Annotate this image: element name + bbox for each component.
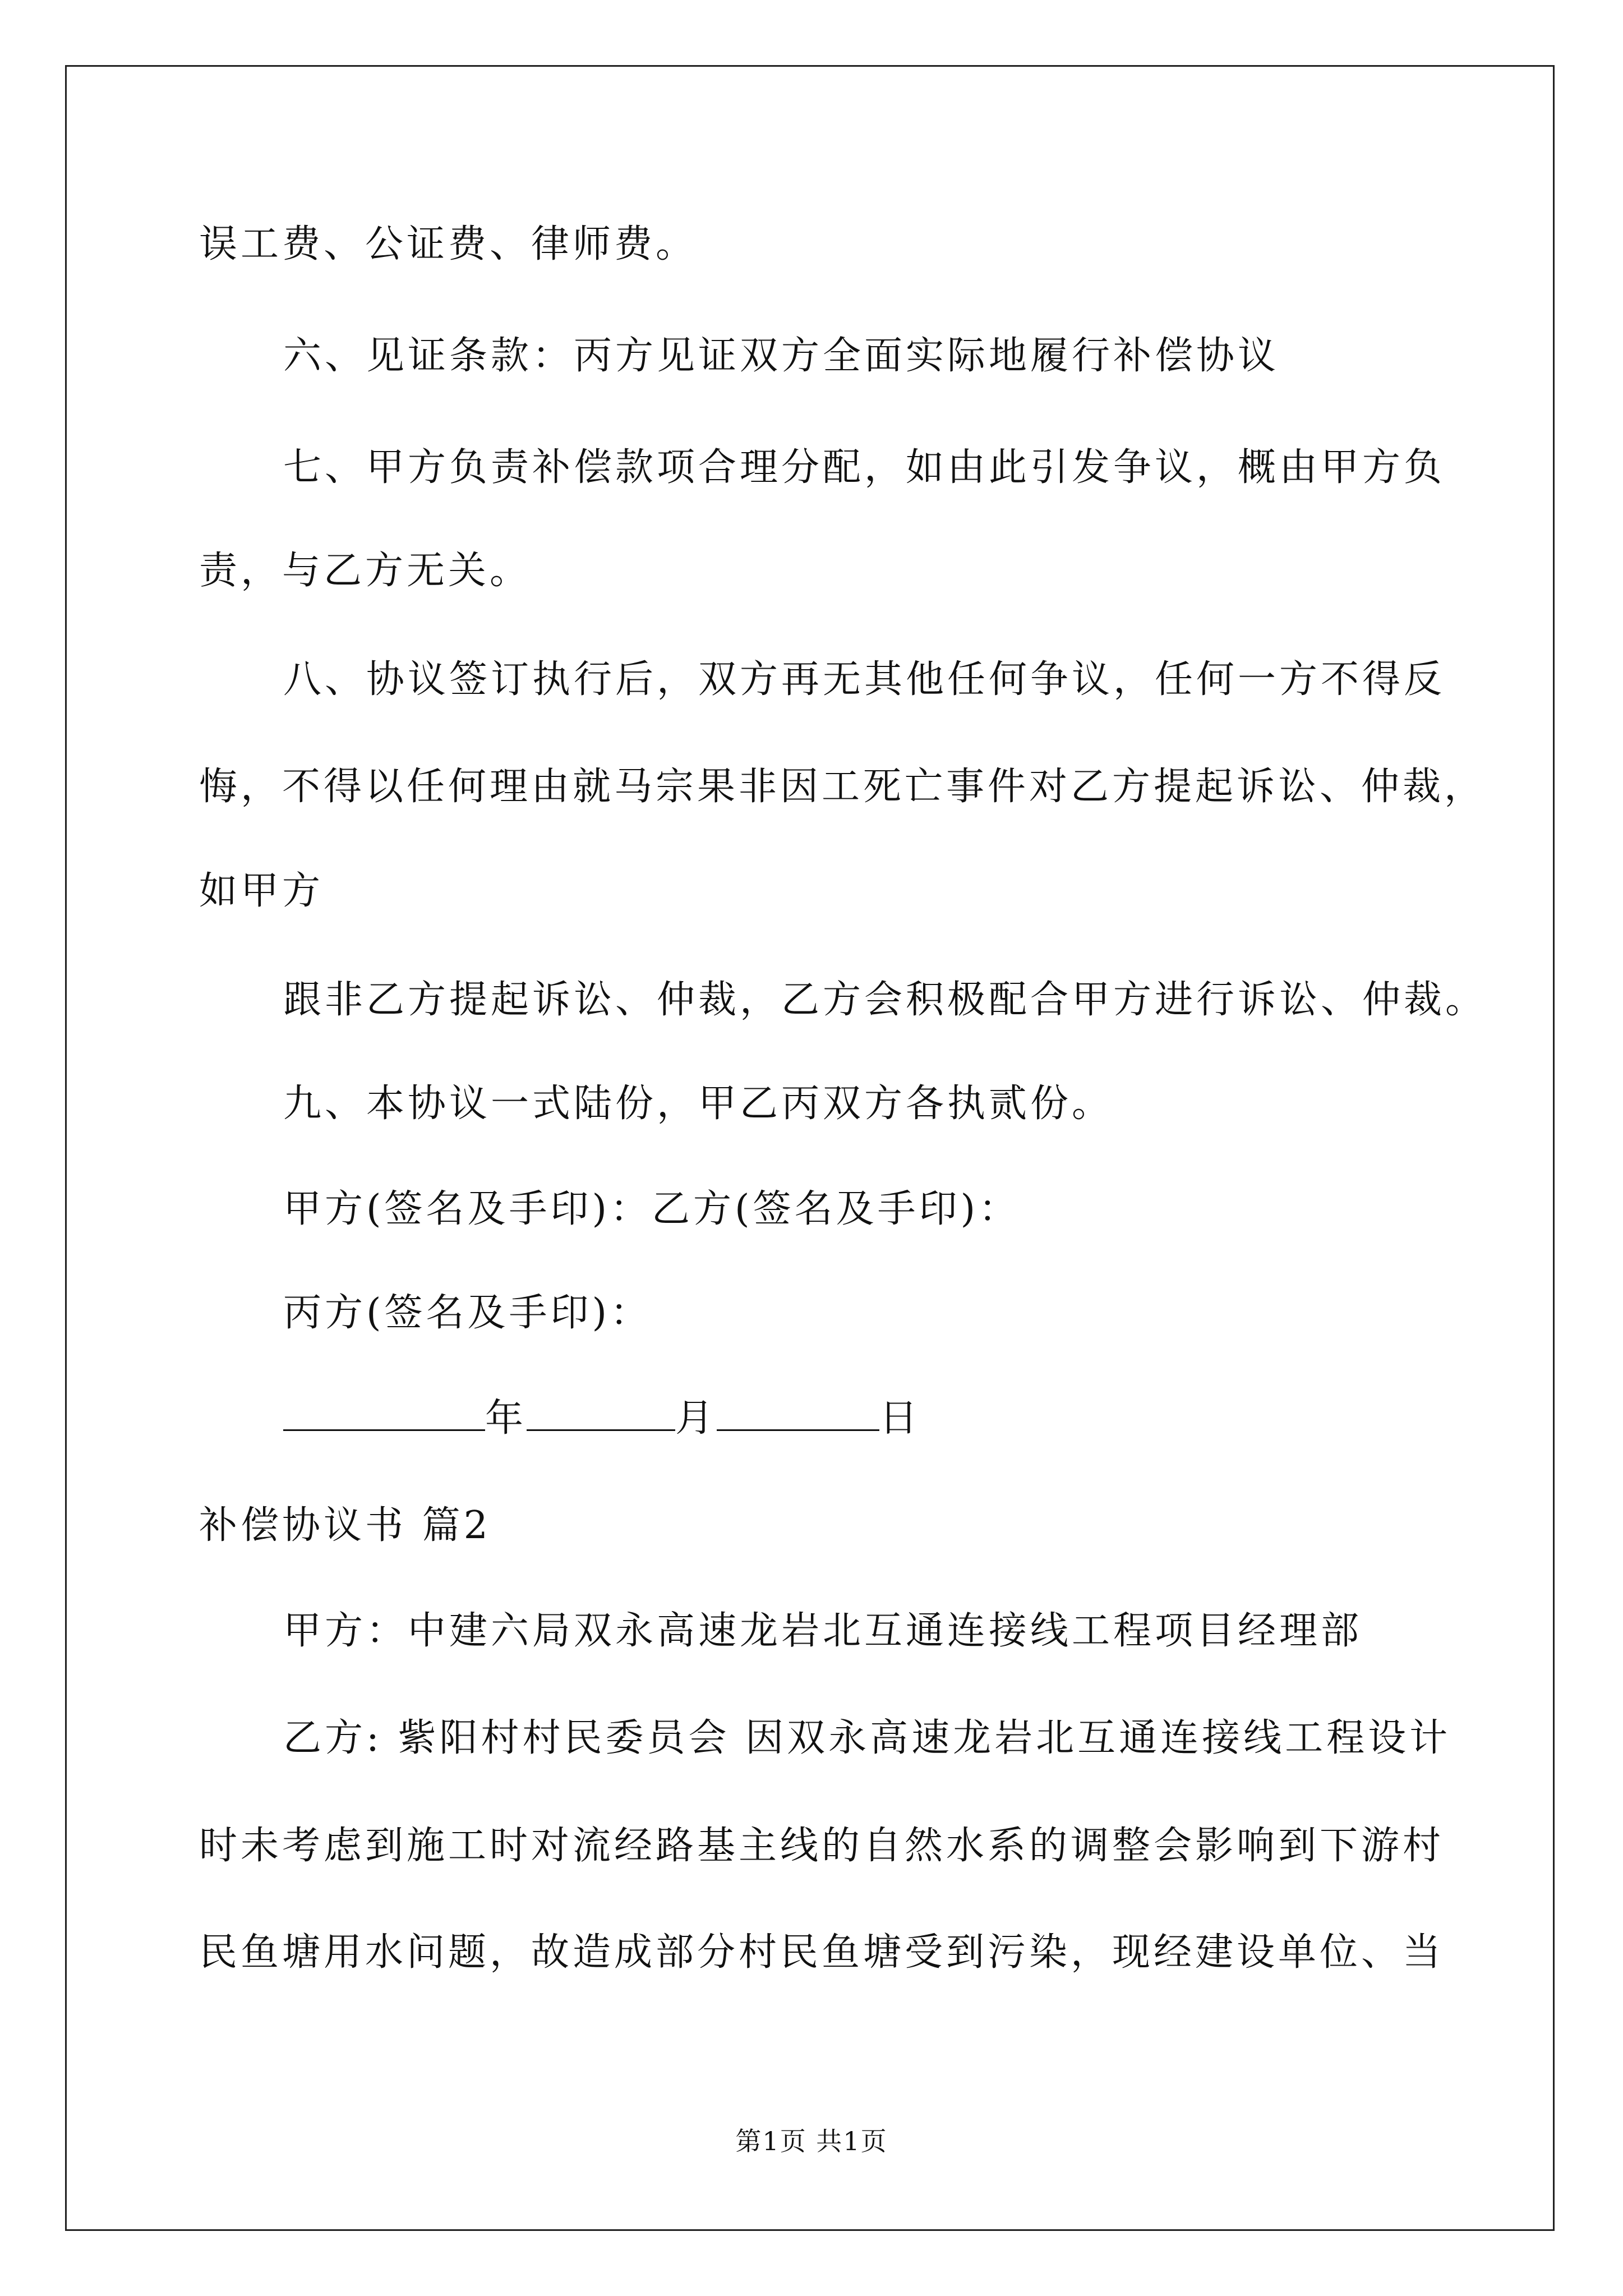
- date-line: [283, 1390, 921, 1446]
- text-line: 丙方(签名及手印)：: [283, 1291, 652, 1335]
- text-line: 八、协议签订执行后，双方再无其他任何争议，任何一方不得反: [283, 657, 1446, 702]
- text-line: 甲方：中建六局双永高速龙岩北互通连接线工程项目经理部: [283, 1609, 1363, 1653]
- text-line: 民鱼塘用水问题，故造成部分村民鱼塘受到污染，现经建设单位、当: [199, 1930, 1445, 1975]
- page-footer: 第1页 共1页: [735, 2126, 888, 2156]
- month-label: 月: [675, 1396, 717, 1441]
- text-line: 跟非乙方提起诉讼、仲裁，乙方会积极配合甲方进行诉讼、仲裁。: [283, 978, 1487, 1022]
- year-label: 年: [485, 1396, 527, 1441]
- text-line: 时未考虑到施工时对流经路基主线的自然水系的调整会影响到下游村: [199, 1824, 1445, 1868]
- day-label: 日: [879, 1396, 921, 1441]
- page-border: [65, 65, 1555, 2231]
- day-blank: [717, 1390, 879, 1431]
- year-blank: [283, 1390, 485, 1431]
- text-line: 九、本协议一式陆份，甲乙丙双方各执贰份。: [283, 1082, 1114, 1126]
- section-title: 补偿协议书 篇2: [199, 1503, 491, 1548]
- text-line: 如甲方: [199, 869, 324, 913]
- month-blank: [527, 1390, 675, 1431]
- text-line: 七、甲方负责补偿款项合理分配，如由此引发争议，概由甲方负: [283, 445, 1446, 490]
- text-line: 误工费、公证费、律师费。: [199, 222, 698, 266]
- text-line: 乙方: 紫阳村村民委员会 因双永高速龙岩北互通连接线工程设计: [283, 1716, 1451, 1760]
- text-line: 悔，不得以任何理由就马宗果非因工死亡事件对乙方提起诉讼、仲裁，: [199, 765, 1486, 809]
- text-line: 六、见证条款：丙方见证双方全面实际地履行补偿协议: [283, 334, 1280, 378]
- text-line: 甲方(签名及手印)：乙方(签名及手印)：: [283, 1187, 1021, 1231]
- text-line: 责，与乙方无关。: [199, 549, 532, 593]
